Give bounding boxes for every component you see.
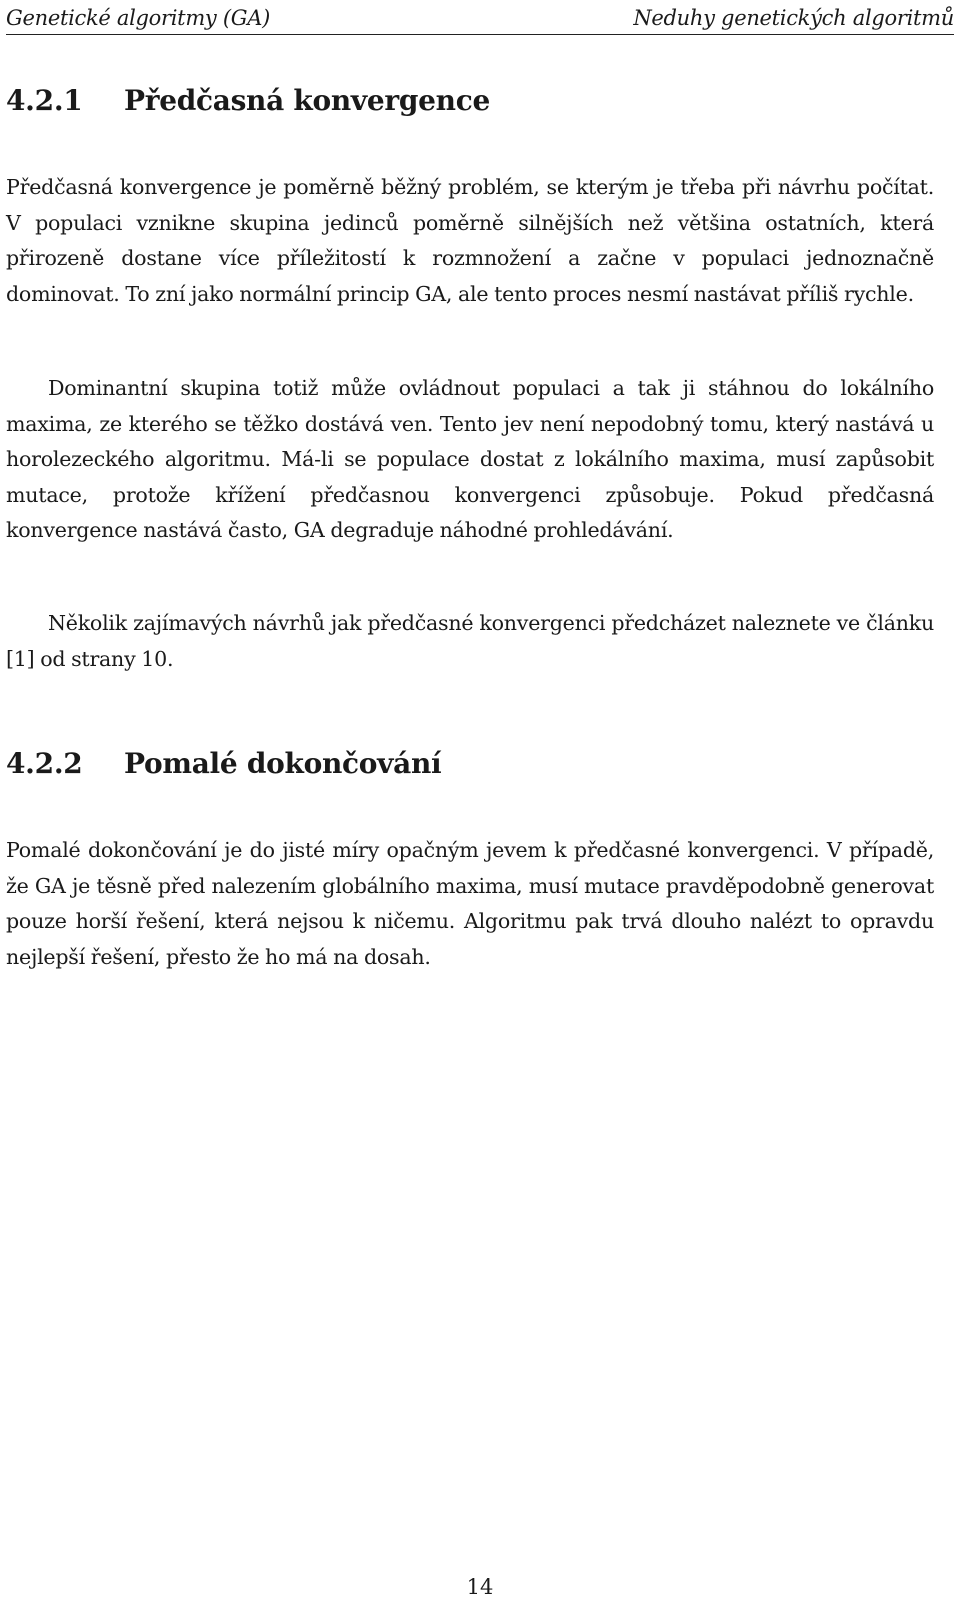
running-header <box>6 2 954 35</box>
paragraph: Dominantní skupina totiž může ovládnout populaci a tak ji stáhnou do lokálního maxima, ze kterého se těžko dostává ven. Tento jev není nepodobný tomu, který nastává u horolezeckého algoritmu. Má-li se populace dostat z lokálního maxima, musí zapůsobit mutace, protože křížení předčasnou konvergenci způsobuje. Pokud předčasná konvergence nastává často, GA degraduje náhodné prohledávání. <box>6 376 934 542</box>
section-heading-slow-finishing <box>6 747 441 780</box>
section-number: 4.2.2 <box>6 747 83 780</box>
page-number: 14 <box>466 1575 494 1599</box>
header-chapter-title: Genetické algoritmy (GA) <box>6 6 270 30</box>
section-number: 4.2.1 <box>6 84 83 117</box>
paragraph: Předčasná konvergence je poměrně běžný problém, se kterým je třeba při návrhu počítat. V populaci vznikne skupina jedinců poměrně silnějších než většina ostatních, která přirozeně dostane více příležitostí k rozmnožení a začne v populaci jednoznačně dominovat. To zní jako normální princip GA, ale tento proces nesmí nastávat příliš rychle. <box>6 175 934 306</box>
section-title: Pomalé dokončování <box>124 747 442 780</box>
paragraph: Několik zajímavých návrhů jak předčasné konvergenci předcházet naleznete ve článku [1] od strany 10. <box>6 611 934 671</box>
section-heading-premature-convergence <box>6 84 490 117</box>
header-section-title: Neduhy genetických algoritmů <box>633 6 954 30</box>
paragraph: Pomalé dokončování je do jisté míry opačným jevem k předčasné konvergenci. V případě, že GA je těsně před nalezením globálního maxima, musí mutace pravděpodobně generovat pouze horší řešení, která nejsou k ničemu. Algoritmu pak trvá dlouho nalézt to opravdu nejlepší řešení, přesto že ho má na dosah. <box>6 838 934 969</box>
section-title: Předčasná konvergence <box>124 84 490 117</box>
